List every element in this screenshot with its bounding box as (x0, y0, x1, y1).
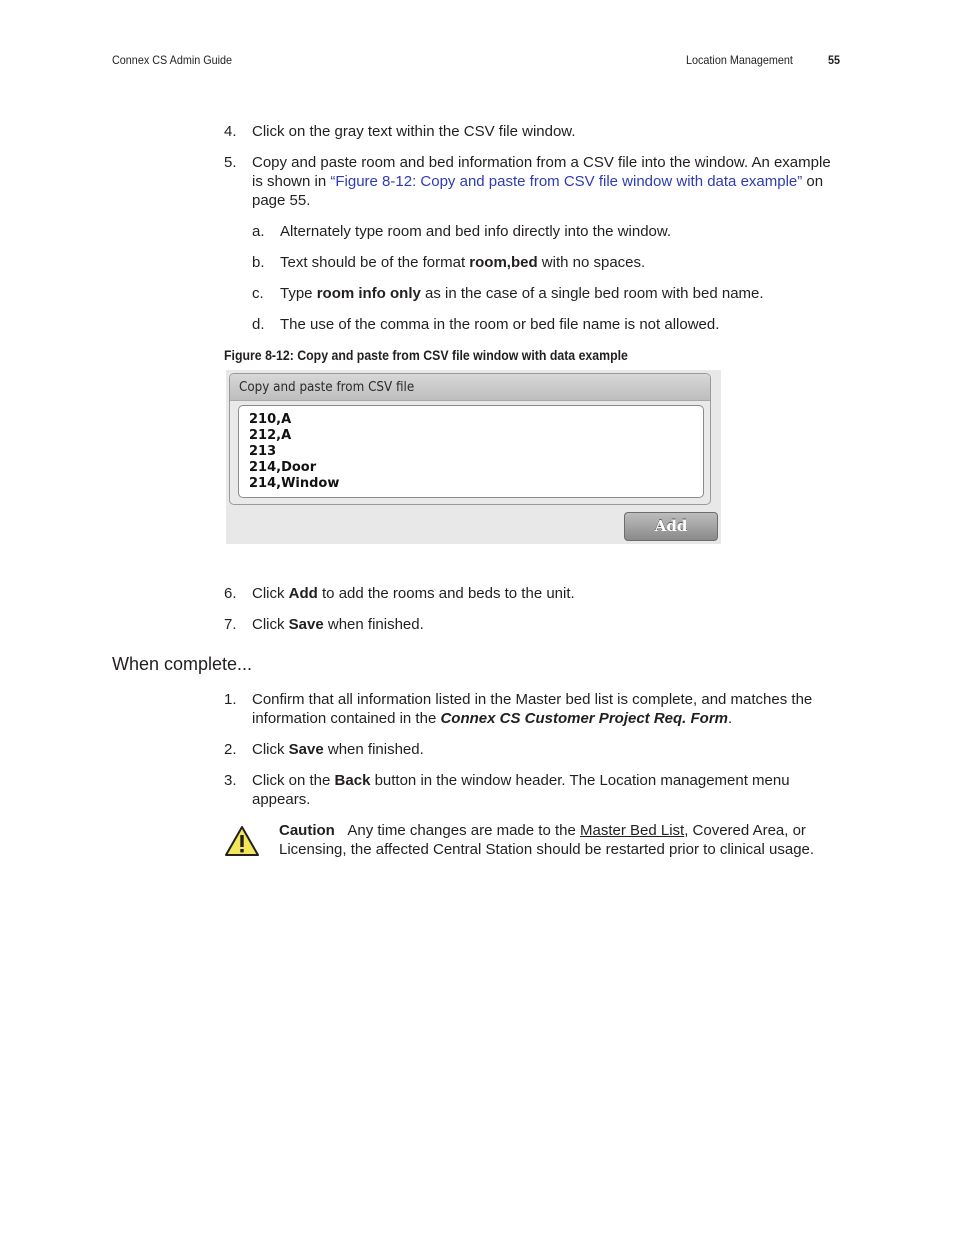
text-part: button in the window header. The Location management menu appears. (252, 772, 790, 808)
substep-text (280, 253, 840, 272)
step-number: 5. (224, 154, 237, 171)
text-part: when finished. (323, 616, 424, 633)
csv-line: 210,A (249, 412, 292, 427)
caution-note (279, 821, 844, 859)
bold-term: room info only (316, 285, 421, 302)
step-text (252, 615, 842, 634)
bold-term: room,bed (469, 254, 538, 271)
step-text-part: Copy and paste room and bed information from a CSV file into the window. An example is shown in (252, 154, 831, 190)
text-part: Click (252, 616, 289, 633)
csv-panel (229, 373, 711, 505)
text-part: to add the rooms and beds to the unit. (317, 585, 575, 602)
section-heading: When complete... (112, 654, 253, 674)
figure-link[interactable]: “Figure 8-12: Copy and paste from CSV file window with data example” (330, 173, 803, 190)
step-number: 1. (224, 691, 237, 708)
page-number: 55 (828, 53, 841, 67)
csv-line: 214,Window (249, 476, 340, 491)
master-bed-list-link[interactable]: Master Bed List (579, 822, 685, 839)
step-text: Click on the gray text within the CSV file window. (252, 123, 576, 140)
csv-window-title: Copy and paste from CSV file (239, 380, 415, 395)
step-text (252, 584, 842, 603)
csv-line: 212,A (249, 428, 292, 443)
figure-caption: Figure 8-12: Copy and paste from CSV file window with data example (224, 347, 628, 363)
text-part: with no spaces. (537, 254, 646, 271)
bold-term: Add (288, 585, 318, 602)
step-number: 2. (224, 741, 237, 758)
step-text (252, 153, 842, 210)
csv-line: 213 (249, 444, 277, 459)
bold-term: Save (288, 616, 324, 633)
csv-window-figure (226, 370, 721, 544)
step-text (252, 740, 842, 759)
csv-window-titlebar (230, 374, 710, 401)
caution-text-part: Any time changes are made to the (347, 822, 580, 839)
bold-term: Back (334, 772, 371, 789)
substep-text (280, 284, 840, 303)
text-part: Type (280, 285, 317, 302)
caution-label: Caution (279, 822, 335, 839)
section-title: Location Management (686, 53, 793, 67)
step-text-part: on page 55. (252, 173, 824, 209)
doc-title: Connex CS Admin Guide (112, 53, 233, 67)
bold-term: Connex CS Customer Project Req. Form (440, 710, 729, 727)
bold-term: Save (288, 741, 324, 758)
substep-letter: c. (252, 285, 264, 302)
substep-letter: d. (252, 316, 265, 333)
add-button[interactable]: Add (624, 512, 718, 541)
substep-text: The use of the comma in the room or bed file name is not allowed. (280, 316, 720, 333)
step-number: 3. (224, 772, 237, 789)
text-part: Click on the (252, 772, 335, 789)
text-part: Confirm that all information listed in the Master bed list is complete, and matches the information contained in the (252, 691, 813, 727)
substep-letter: a. (252, 223, 265, 240)
step-text (252, 690, 842, 728)
substep-text: Alternately type room and bed info directly into the window. (280, 223, 672, 240)
substep-letter: b. (252, 254, 265, 271)
text-part: . (728, 710, 733, 727)
step-number: 6. (224, 585, 237, 602)
text-part: as in the case of a single bed room with bed name. (420, 285, 764, 302)
step-number: 7. (224, 616, 237, 633)
warning-triangle-icon (224, 825, 260, 857)
text-part: Click (252, 585, 289, 602)
csv-line: 214,Door (249, 460, 317, 475)
text-part: Text should be of the format (280, 254, 470, 271)
step-text (252, 771, 842, 809)
csv-input[interactable] (238, 405, 704, 498)
step-number: 4. (224, 123, 237, 140)
text-part: when finished. (323, 741, 424, 758)
text-part: Click (252, 741, 289, 758)
caution-text-part: , Covered Area, or Licensing, the affected Central Station should be restarted prior to clinical usage. (279, 822, 815, 858)
